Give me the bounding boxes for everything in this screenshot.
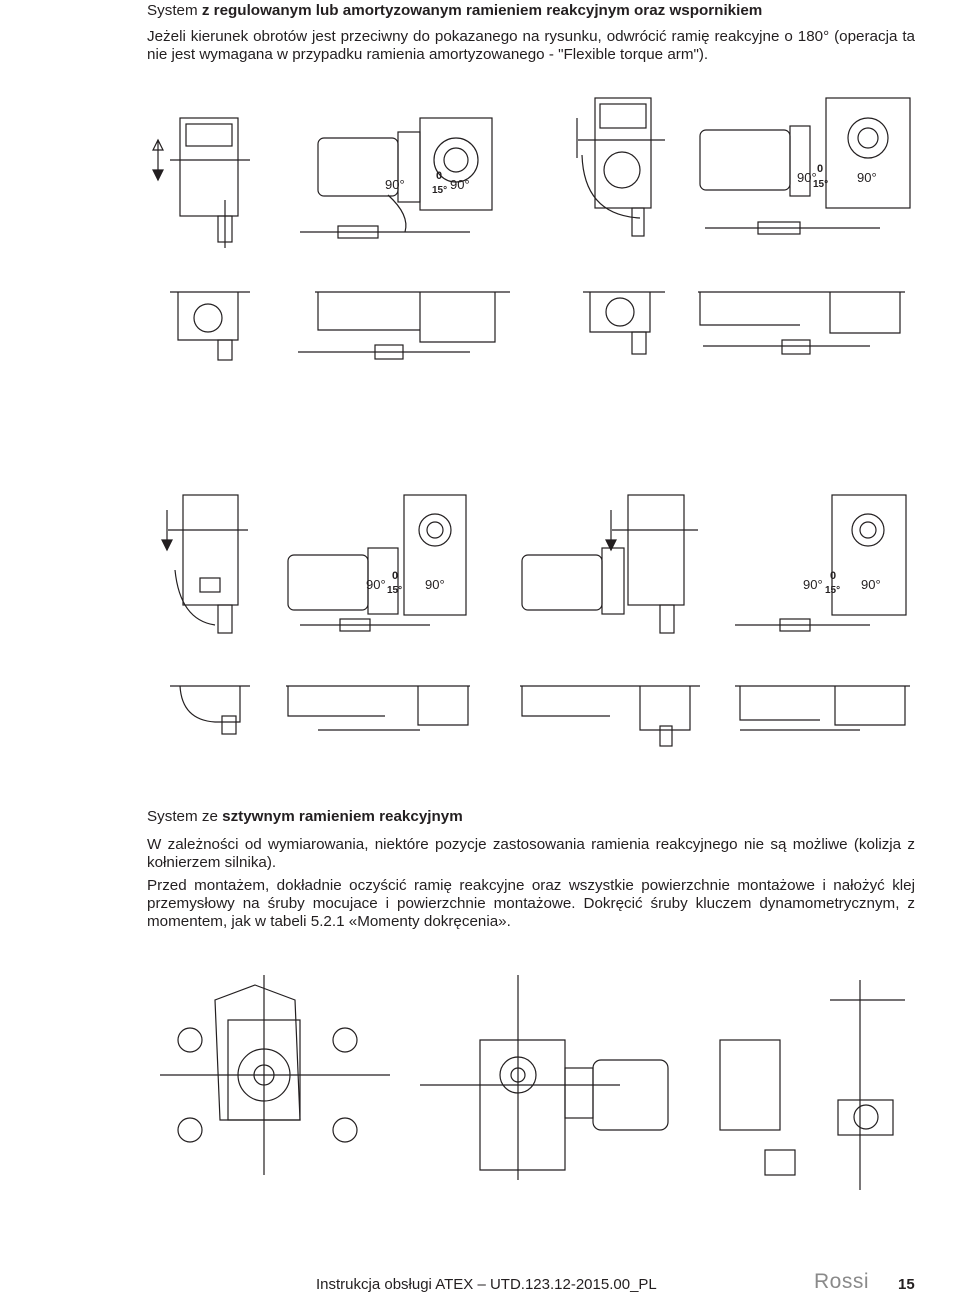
drawing-bottom-left — [160, 975, 390, 1175]
section2-heading — [147, 808, 915, 826]
drawing-r2 — [170, 292, 905, 360]
section1-heading-bold: z regulowanym lub amortyzowanym ramieniem reakcyjnym oraz wspornikiem — [201, 2, 763, 19]
page-number: 15 — [898, 1276, 915, 1293]
drawing-r4 — [170, 686, 910, 746]
drawing-r1-side-left — [153, 118, 250, 248]
angle-label-right-r1b: 90° — [857, 170, 877, 185]
drawing-r3-motor-right — [522, 495, 906, 631]
drawing-r3-side-left — [162, 495, 248, 633]
angle-label-right-r3: 90° — [425, 577, 445, 592]
angle-label-fifteen-r3b: 15° — [825, 585, 841, 596]
angle-label-zero-r3b: 0 — [830, 570, 837, 582]
angle-label-left-r3b: 90° — [803, 577, 823, 592]
drawing-r3-motor-left — [288, 495, 466, 631]
drawing-bottom-right — [720, 980, 905, 1190]
footer-doc-ref: Instrukcja obsługi ATEX – UTD.123.12-2015.00_PL — [316, 1276, 657, 1293]
angle-label-right-r1: 90° — [450, 177, 470, 192]
drawing-bottom-middle — [420, 975, 668, 1180]
angle-label-right-r3b: 90° — [861, 577, 881, 592]
angle-label-left-r3: 90° — [366, 577, 386, 592]
angle-label-fifteen-r1b: 15° — [813, 179, 829, 190]
section2-heading-bold: sztywnym ramieniem reakcyjnym — [222, 808, 463, 825]
angle-label-fifteen-r3: 15° — [387, 585, 403, 596]
angle-label-zero-r3: 0 — [392, 570, 399, 582]
footer-brand-logo: Rossi — [814, 1270, 870, 1293]
angle-label-zero-r1b: 0 — [817, 163, 824, 175]
section2-heading-prefix: System ze — [147, 808, 223, 825]
angle-label-left-r1: 90° — [385, 177, 405, 192]
drawing-r1-side-right — [577, 98, 665, 236]
drawing-r3-side-right — [606, 495, 698, 633]
drawing-r1-motor-right — [700, 98, 910, 234]
section2-paragraph1: W zależności od wymiarowania, niektóre pozycje zastosowania ramienia reakcyjnego nie są możliwe (kolizja z kołnierzem silnika). — [147, 836, 915, 871]
angle-label-left-r1b: 90° — [797, 170, 817, 185]
angle-label-zero-r1: 0 — [436, 170, 443, 182]
section1-heading-prefix: System — [147, 2, 202, 19]
section1-paragraph: Jeżeli kierunek obrotów jest przeciwny do pokazanego na rysunku, odwrócić ramię reakcyjne o 180° (operacja ta nie jest wymagana w przypadku ramienia amortyzowanego - "Flexible torque arm"). — [147, 28, 915, 63]
angle-label-fifteen-r1: 15° — [432, 185, 448, 196]
section2-paragraph2: Przed montażem, dokładnie oczyścić ramię reakcyjne oraz wszystkie powierzchnie montażowe i nałożyć klej przemysłowy na śruby mocujace i powierzchnie montażowe. Dokręcić śruby kluczem dynamometrycznym, z momentem, jak w tabeli 5.2.1 «Momenty dokręcenia». — [147, 877, 915, 930]
